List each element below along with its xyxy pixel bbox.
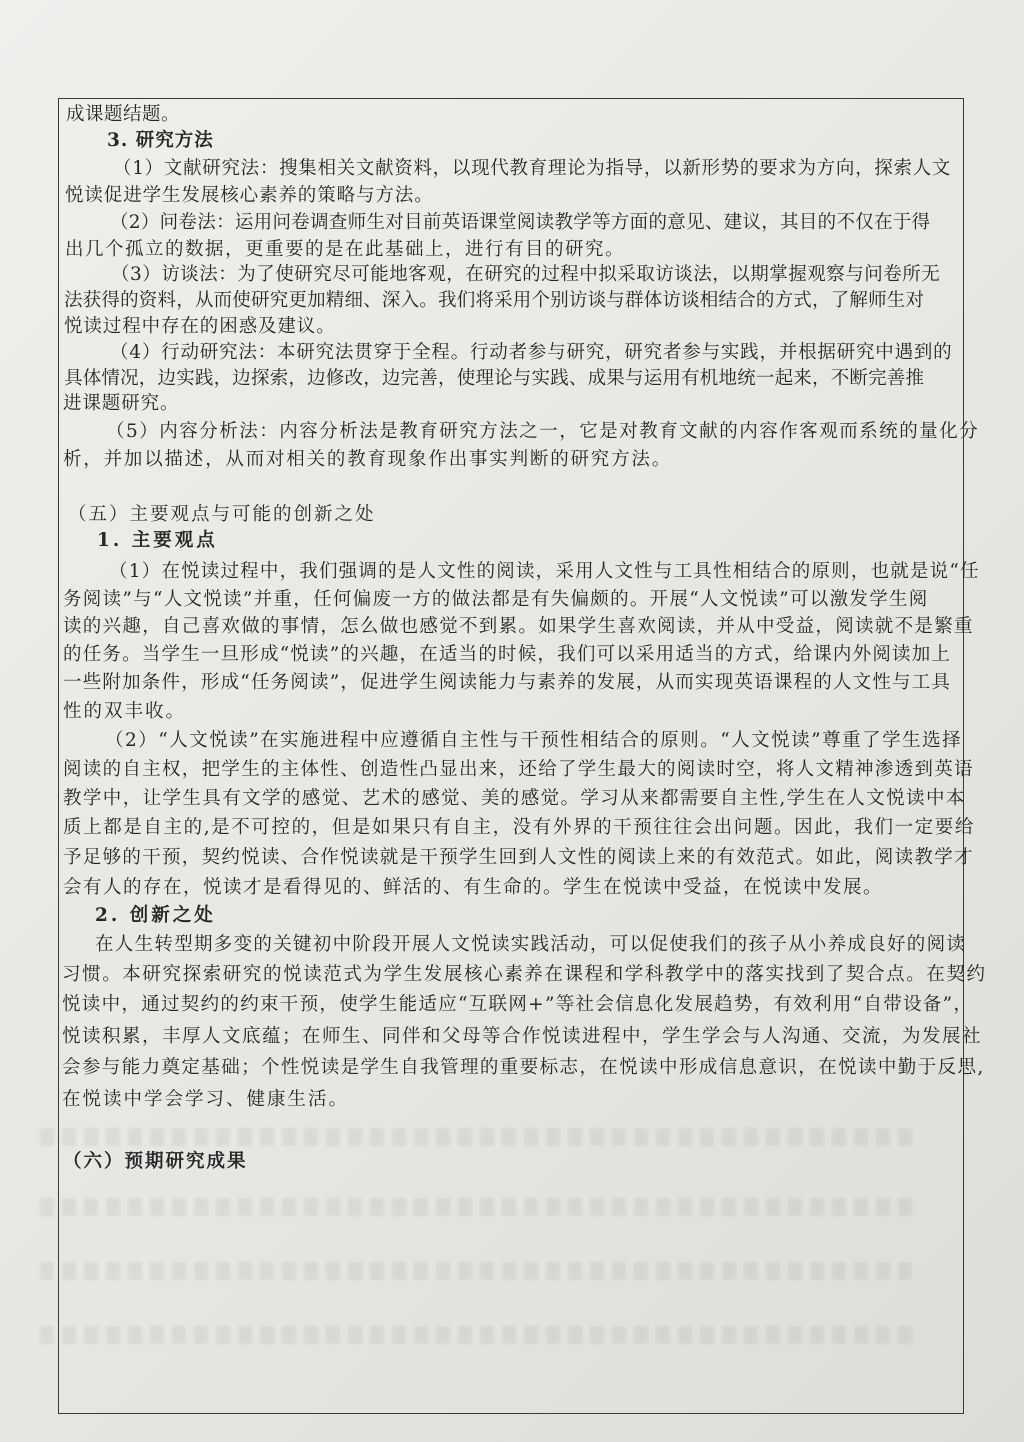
text-line: 阅读的自主权，把学生的主体性、创造性凸显出来，还给了学生最大的阅读时空，将人文精神渗透到英语 — [63, 759, 974, 780]
section-heading: 2. 创新之处 — [95, 905, 216, 926]
text-line: 法获得的资料，从而使研究更加精细、深入。我们将采用个别访谈与群体访谈相结合的方式，了解师生对 — [64, 290, 925, 311]
text-line: 一些附加条件，形成“任务阅读”，促进学生阅读能力与素养的发展，从而实现英语课程的人文性与工具 — [63, 672, 952, 693]
text-line: （1）文献研究法：搜集相关文献资料，以现代教育理论为指导，以新形势的要求为方向，探索人文 — [113, 158, 952, 179]
text-line: 的任务。当学生一旦形成“悦读”的兴趣，在适当的时候，我们可以采用适当的方式，给课内外阅读加上 — [63, 644, 952, 665]
text-line: 在人生转型期多变的关键初中阶段开展人文悦读实践活动，可以促使我们的孩子从小养成良好的阅读 — [95, 934, 967, 955]
text-line: 务阅读”与“人文悦读”并重，任何偏废一方的做法都是有失偏颇的。开展“人文悦读”可以激发学生阅 — [63, 589, 929, 610]
text-line: （4）行动研究法：本研究法贯穿于全程。行动者参与研究，研究者参与实践，并根据研究中遇到的 — [110, 342, 953, 363]
text-line: 悦读积累，丰厚人文底蕴；在师生、同伴和父母等合作悦读进程中，学生学会与人沟通、交流，为发展社 — [62, 1026, 983, 1047]
text-line: 析，并加以描述，从而对相关的教育现象作出事实判断的研究方法。 — [63, 449, 673, 470]
text-line: 悦读过程中存在的困惑及建议。 — [64, 316, 336, 337]
text-line: 会参与能力奠定基础；个性悦读是学生自我管理的重要标志，在悦读中形成信息意识，在悦读中勤于反思, — [62, 1057, 985, 1078]
text-line: （2）“人文悦读”在实施进程中应遵循自主性与干预性相结合的原则。“人文悦读”尊重了学生选择 — [105, 730, 963, 751]
text-line: 悦读促进学生发展核心素养的策略与方法。 — [65, 185, 434, 206]
text-line: 悦读中，通过契约的约束干预，使学生能适应“互联网+”等社会信息化发展趋势，有效利用“自带设备”， — [62, 994, 974, 1015]
bleed-through-text — [40, 1262, 920, 1280]
text-line: （1）在悦读过程中，我们强调的是人文性的阅读，采用人文性与工具性相结合的原则，也就是说“任 — [109, 561, 980, 582]
text-line: （2）问卷法：运用问卷调查师生对目前英语课堂阅读教学等方面的意见、建议，其目的不仅在于得 — [110, 212, 931, 233]
text-line: （五）主要观点与可能的创新之处 — [68, 504, 376, 525]
bleed-through-text — [40, 1198, 920, 1216]
text-line: 进课题研究。 — [63, 393, 180, 414]
section-heading: 1. 主要观点 — [97, 530, 218, 551]
bleed-through-text — [40, 1128, 920, 1146]
section-heading: 3. 研究方法 — [107, 130, 214, 151]
text-line: 习惯。本研究探索研究的悦读范式为学生发展核心素养在课程和学科教学中的落实找到了契合点。在契约 — [62, 964, 987, 985]
section-heading: （六）预期研究成果 — [63, 1151, 248, 1172]
bleed-through-text — [40, 1326, 920, 1344]
text-line: 出几个孤立的数据，更重要的是在此基础上，进行有目的研究。 — [65, 239, 626, 260]
text-line: 予足够的干预，契约悦读、合作悦读就是干预学生回到人文性的阅读上来的有效范式。如此，阅读教学才 — [63, 847, 974, 868]
text-line: 性的双丰收。 — [63, 701, 187, 722]
text-line: 成课题结题。 — [66, 104, 181, 125]
text-line: （5）内容分析法：内容分析法是教育研究方法之一，它是对教育文献的内容作客观而系统的量化分 — [106, 421, 980, 442]
text-line: （3）访谈法：为了使研究尽可能地客观，在研究的过程中拟采取访谈法，以期掌握观察与问卷所无 — [111, 264, 941, 285]
text-line: 具体情况，边实践，边探索，边修改，边完善，使理论与实践、成果与运用有机地统一起来，不断完善推 — [64, 368, 925, 389]
text-line: 质上都是自主的,是不可控的，但是如果只有自主，没有外界的干预往往会出问题。因此，我们一定要给 — [63, 817, 975, 838]
text-line: 读的兴趣，自己喜欢做的事情，怎么做也感觉不到累。如果学生喜欢阅读，并从中受益，阅读就不是繁重 — [63, 616, 974, 637]
text-line: 在悦读中学会学习、健康生活。 — [62, 1089, 350, 1110]
text-line: 教学中，让学生具有文学的感觉、艺术的感觉、美的感觉。学习从来都需要自主性,学生在人文悦读中本 — [63, 788, 966, 809]
text-line: 会有人的存在，悦读才是看得见的、鲜活的、有生命的。学生在悦读中受益，在悦读中发展。 — [63, 877, 884, 898]
